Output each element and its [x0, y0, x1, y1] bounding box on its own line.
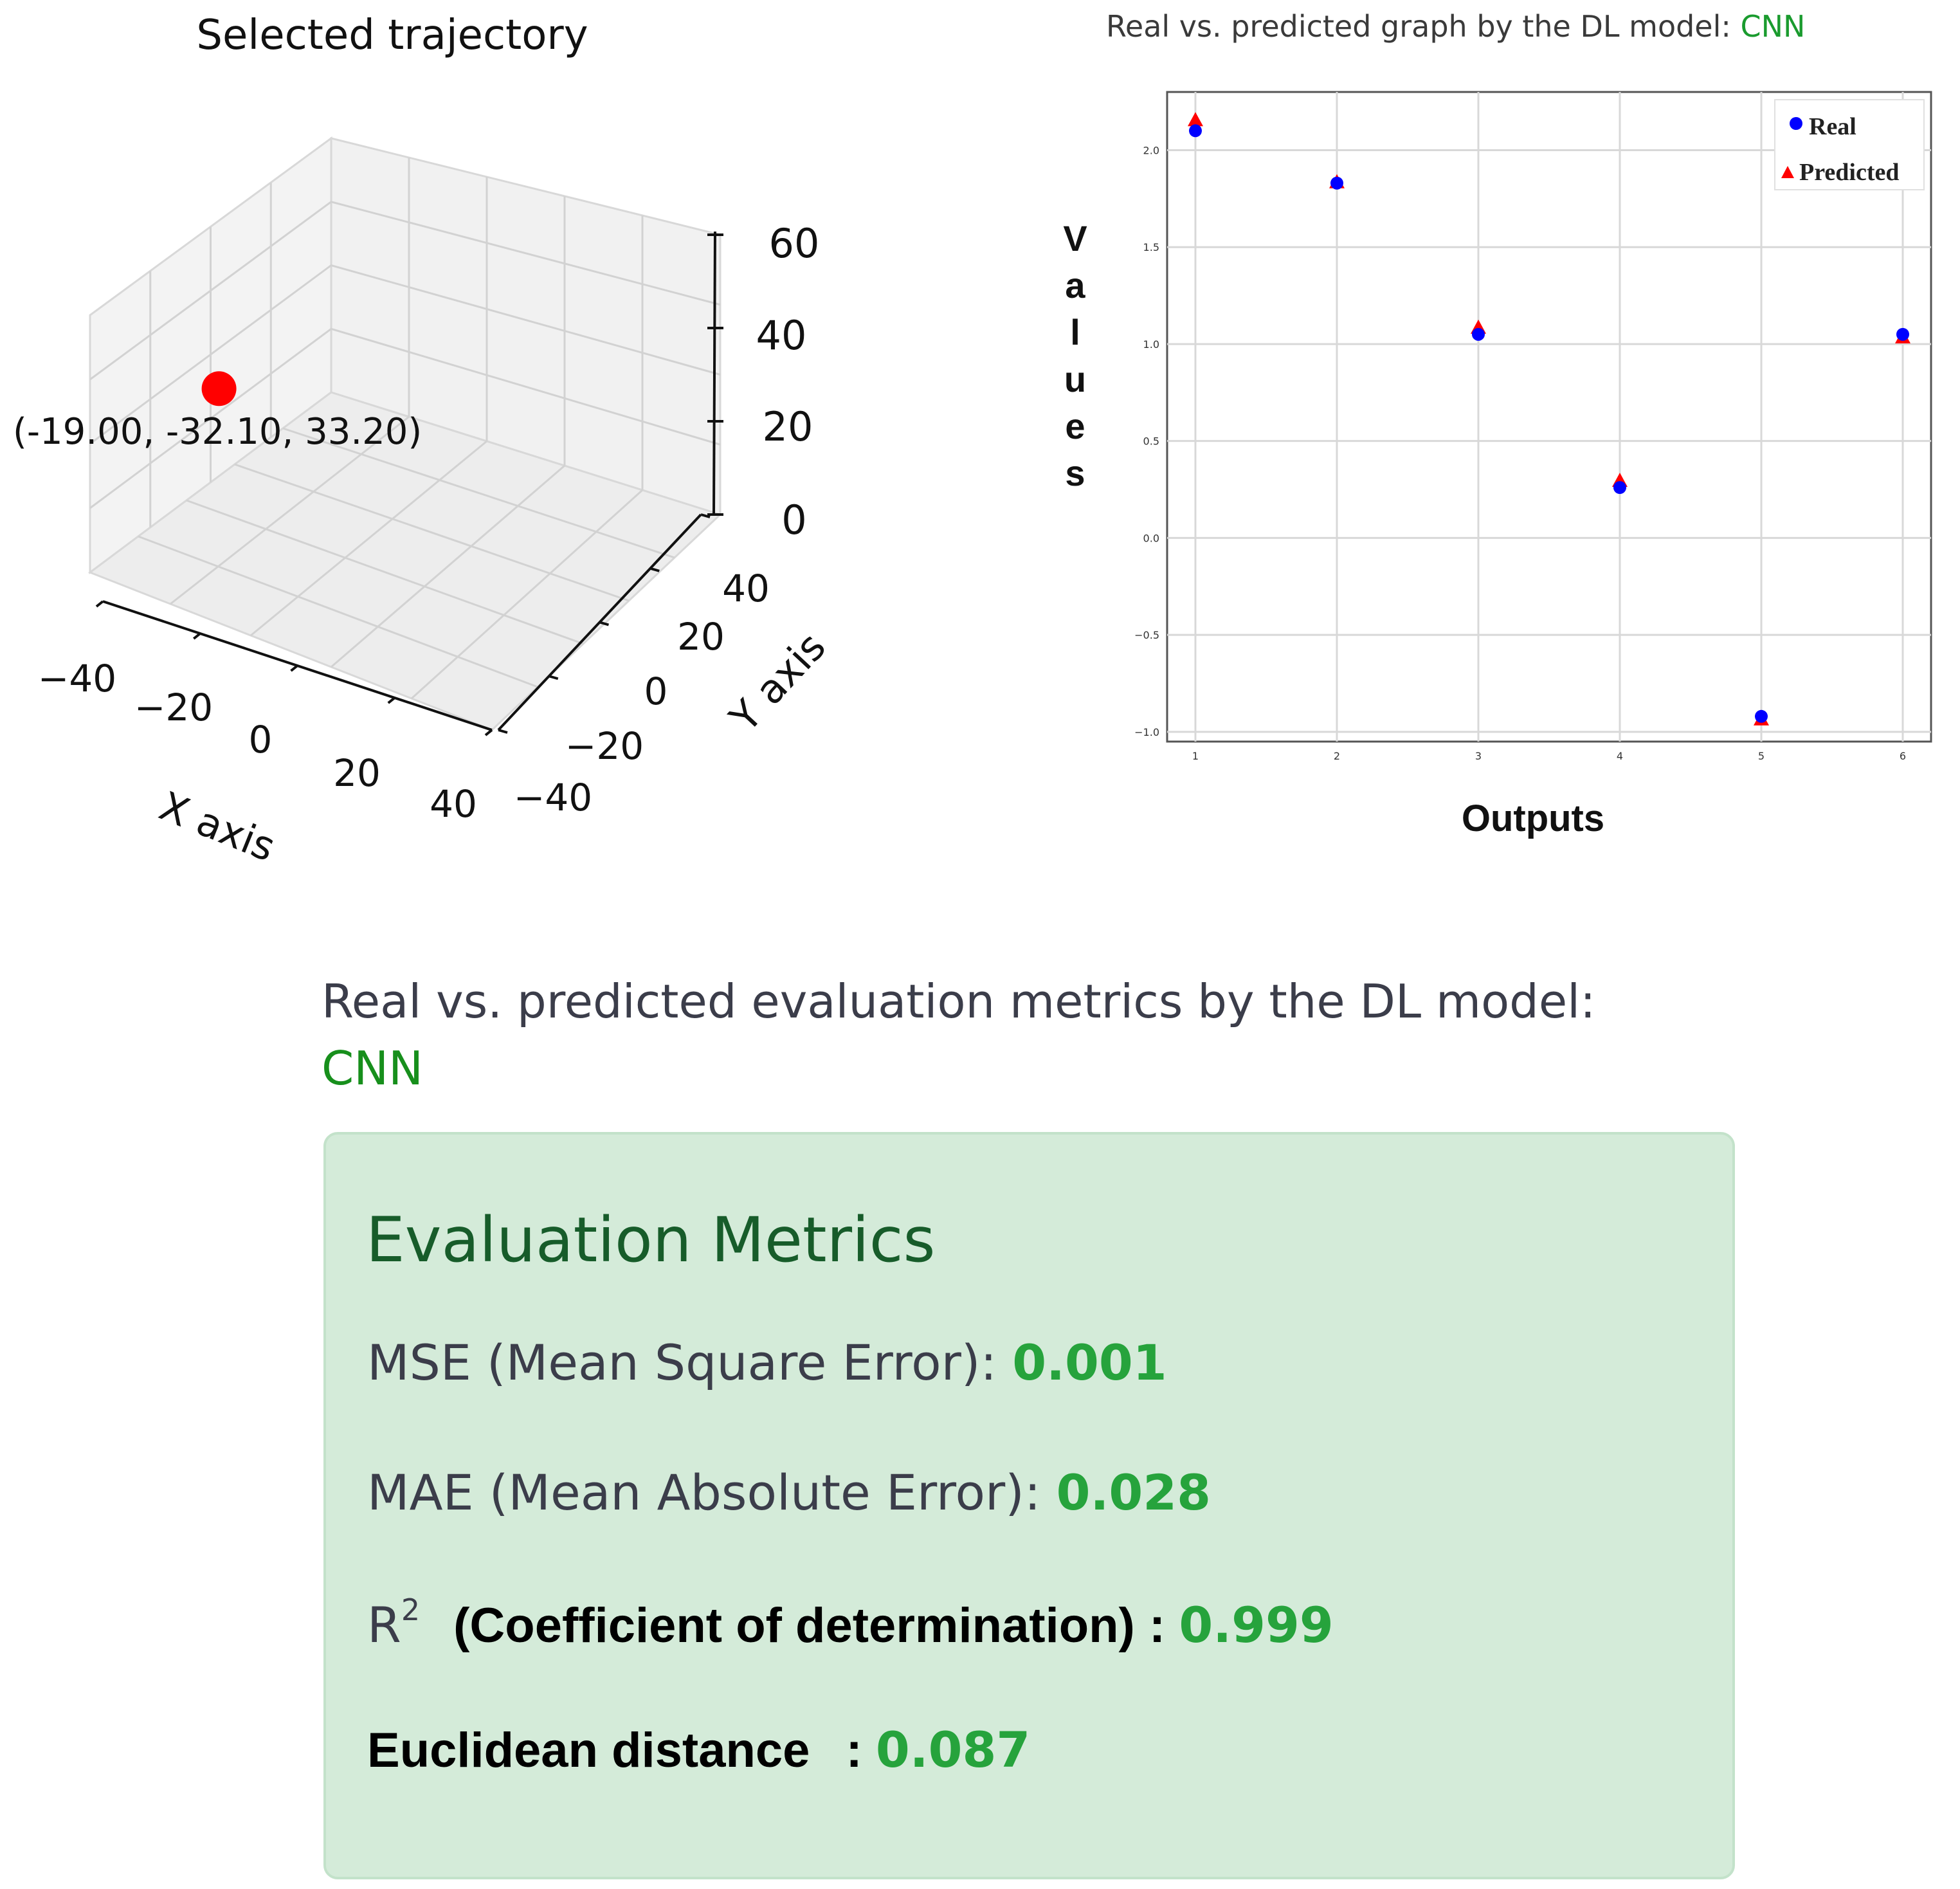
real-vs-predicted-chart — [1003, 0, 1960, 900]
euclidean-label: Euclidean distance — [367, 1723, 810, 1778]
y-tick-label: 1.5 — [1143, 241, 1159, 254]
y-tick-label: −40 — [513, 776, 593, 819]
metrics-heading-prefix: Real vs. predicted evaluation metrics by the DL model: — [322, 974, 1596, 1028]
y-tick-label: 20 — [677, 615, 725, 659]
z-tick-label: 40 — [756, 312, 807, 359]
euclidean-row — [367, 1721, 1030, 1778]
legend-real-label: Real — [1809, 113, 1856, 140]
r2-row — [367, 1592, 1334, 1654]
metrics-heading — [322, 968, 1768, 1102]
mse-label: MSE (Mean Square Error): — [367, 1334, 1013, 1391]
mae-label: MAE (Mean Absolute Error): — [367, 1464, 1057, 1521]
y-tick-label: 0.5 — [1143, 435, 1159, 448]
x-tick-label: 6 — [1899, 750, 1907, 762]
prediction-chart-title-prefix: Real vs. predicted graph by the DL model: — [1106, 9, 1741, 44]
trajectory-3d-plot — [0, 0, 900, 900]
evaluation-metrics-title: Evaluation Metrics — [366, 1204, 936, 1276]
x-tick-label: 40 — [430, 782, 477, 826]
r2-label: (Coefficient of determination) — [453, 1598, 1135, 1653]
point-coordinate-label: (-19.00, -32.10, 33.20) — [13, 411, 422, 453]
real-point — [1330, 177, 1343, 190]
x-tick — [485, 730, 492, 735]
real-point — [1613, 481, 1626, 494]
x-tick-label: 0 — [248, 718, 273, 762]
r2-superscript: 2 — [401, 1592, 421, 1627]
mse-value: 0.001 — [1012, 1334, 1167, 1391]
trajectory-chart-title: Selected trajectory — [196, 12, 588, 59]
y-tick-label: −20 — [565, 724, 644, 768]
y-tick-label: −1.0 — [1134, 725, 1159, 738]
x-tick — [388, 698, 395, 703]
x-tick-label: 20 — [333, 751, 381, 795]
x-tick-label: 4 — [1616, 750, 1624, 762]
z-tick-label: 0 — [781, 497, 807, 543]
x-tick-label: 1 — [1192, 750, 1199, 762]
x-tick-label: −40 — [37, 657, 117, 700]
y-tick-label: 2.0 — [1143, 144, 1159, 157]
real-point — [1896, 328, 1909, 341]
x-tick-label: 5 — [1757, 750, 1765, 762]
y-axis-label: Y axis — [720, 623, 835, 741]
z-axis-line — [714, 232, 715, 515]
y-tick-label: 0 — [644, 670, 668, 713]
r2-value: 0.999 — [1179, 1596, 1334, 1654]
x-tick — [194, 634, 200, 639]
x-tick-label: −20 — [134, 686, 213, 729]
real-point — [1472, 328, 1485, 341]
z-tick-label: 20 — [762, 403, 813, 450]
y-axis-label: V a l u e s — [1063, 218, 1087, 493]
y-tick-label: 40 — [722, 567, 770, 610]
prediction-scatter-plot — [1003, 0, 1960, 900]
legend-predicted-label: Predicted — [1799, 159, 1900, 186]
mae-value: 0.028 — [1056, 1464, 1211, 1521]
x-axis-label: X axis — [152, 782, 282, 871]
trajectory-point — [202, 371, 237, 406]
prediction-chart-model: CNN — [1740, 9, 1806, 44]
x-tick — [96, 601, 103, 607]
y-tick-label: 1.0 — [1143, 338, 1159, 351]
r2-separator: : — [1148, 1598, 1179, 1653]
mse-row — [367, 1334, 1167, 1391]
mae-row — [367, 1464, 1211, 1521]
evaluation-metrics-box — [323, 1132, 1735, 1879]
x-tick — [291, 666, 298, 671]
y-tick — [549, 676, 558, 679]
euclidean-separator: : — [846, 1723, 876, 1778]
real-point — [1189, 124, 1202, 137]
z-tick-label: 60 — [768, 220, 820, 267]
y-tick-label: −0.5 — [1134, 629, 1159, 642]
x-tick-label: 2 — [1333, 750, 1341, 762]
x-axis-label: Outputs — [1461, 798, 1605, 839]
y-tick — [498, 730, 507, 733]
euclidean-value: 0.087 — [875, 1721, 1031, 1778]
r2-symbol: R — [367, 1596, 401, 1654]
trajectory-3d-chart — [0, 0, 900, 900]
y-tick-label: 0.0 — [1143, 532, 1159, 545]
x-tick-label: 3 — [1475, 750, 1482, 762]
real-point — [1755, 710, 1768, 723]
legend-real-marker — [1790, 117, 1802, 130]
metrics-heading-model: CNN — [322, 1041, 423, 1095]
